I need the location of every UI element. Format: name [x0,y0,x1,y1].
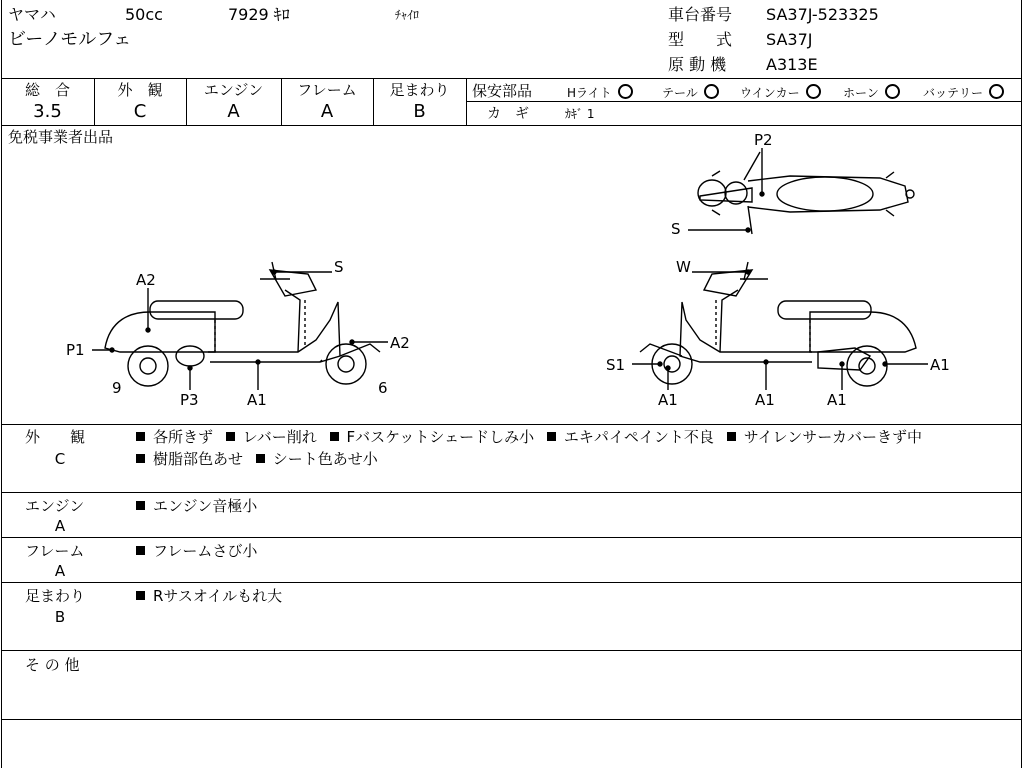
safety-item-battery: バッテリー [923,84,1004,100]
comment-frame-grade: A [54,562,66,580]
frame-label: フレーム [297,81,357,99]
key-value: ｶｷﾞ 1 [565,107,595,121]
ok-circle-icon [806,84,821,99]
label-a1-rear: A1 [930,356,950,374]
comment-frame-label: フレーム [25,542,85,560]
exhibitor-note: 免税事業者出品 [8,128,114,146]
label-a2-front: A2 [390,334,410,352]
bullet-square-icon [136,591,145,600]
safety-divider [466,101,1022,102]
comment-frame-item: フレームさび小 [136,542,257,560]
top-view-scooter [698,152,914,234]
bullet-square-icon [136,546,145,555]
comment-suspension-grade: B [54,608,66,626]
comment-engine-label: エンジン [25,497,85,515]
comment-suspension-label: 足まわり [25,587,86,605]
type-label: 型 式 [668,30,733,49]
safety-label: 保安部品 [472,82,533,100]
label-s-top: S [671,220,681,238]
exterior-grade: C [133,101,147,122]
bullet-square-icon [136,432,145,441]
mileage: 7929 ｷﾛ [228,5,290,24]
model-name: ビーノモルフェ [8,29,132,50]
bullet-square-icon [547,432,556,441]
comment-exterior-label: 外 観 [25,428,86,446]
comment-suspension-item: Rサスオイルもれ大 [136,587,282,605]
label-a1-front-wheel: A1 [658,391,678,409]
condition-diagram [0,126,1024,424]
comments-top [1,424,1022,425]
bullet-square-icon [727,432,736,441]
suspension-grade: B [413,101,426,122]
type-value: SA37J [766,30,813,49]
comment-exterior-line1: 各所きず レバー削れ Fバスケットシェードしみ小 エキパイペイント不良 サイレンサーカバーきず中 [136,428,922,446]
safety-item-headlight: Hライト [567,84,633,100]
engine-model-value: A313E [766,55,818,74]
suspension-label: 足まわり [389,81,450,99]
bullet-square-icon [226,432,235,441]
engine-grade: A [227,101,240,122]
label-w: W [676,258,691,276]
label-6: 6 [378,379,388,397]
ok-circle-icon [885,84,900,99]
bullet-square-icon [256,454,265,463]
comment-exterior-grade: C [54,450,66,468]
overall-grade: 3.5 [33,101,62,122]
key-note: ﾁｬｲﾛ [395,8,420,22]
frame-grade: A [320,101,334,122]
frame-no-label: 車台番号 [668,5,733,24]
label-a2-seat: A2 [136,271,156,289]
frame-no: SA37J-523325 [766,5,879,24]
grade-row-top [1,78,1022,79]
right-side-scooter [640,262,916,386]
maker: ヤマハ [8,5,56,24]
label-p2: P2 [754,131,773,149]
bullet-square-icon [136,454,145,463]
safety-item-horn: ホーン [843,84,900,100]
bullet-square-icon [330,432,339,441]
label-s-left: S [334,258,344,276]
label-a1-floor: A1 [755,391,775,409]
safety-item-tail: テール [662,84,719,100]
label-9: 9 [112,379,122,397]
comment-other-label: そ の 他 [25,656,80,674]
comment-engine-grade: A [54,517,66,535]
engine-label: エンジン [203,81,264,99]
ok-circle-icon [618,84,633,99]
overall-label: 総 合 [24,81,70,99]
ok-circle-icon [989,84,1004,99]
comment-engine-item: エンジン音極小 [136,497,257,515]
engine-model-label: 原 動 機 [668,55,727,74]
bullet-square-icon [136,501,145,510]
leader-lines [92,148,928,390]
label-a1-left: A1 [247,391,267,409]
label-p1: P1 [66,341,85,359]
comment-exterior-line2: 樹脂部色あせ シート色あせ小 [136,450,378,468]
label-p3: P3 [180,391,199,409]
key-label: カ ギ [487,106,529,122]
label-a1-muffler: A1 [827,391,847,409]
label-s1: S1 [606,356,626,374]
safety-item-winker: ウインカー [740,84,821,100]
displacement: 50cc [125,5,163,24]
exterior-label: 外 観 [117,81,163,99]
ok-circle-icon [704,84,719,99]
